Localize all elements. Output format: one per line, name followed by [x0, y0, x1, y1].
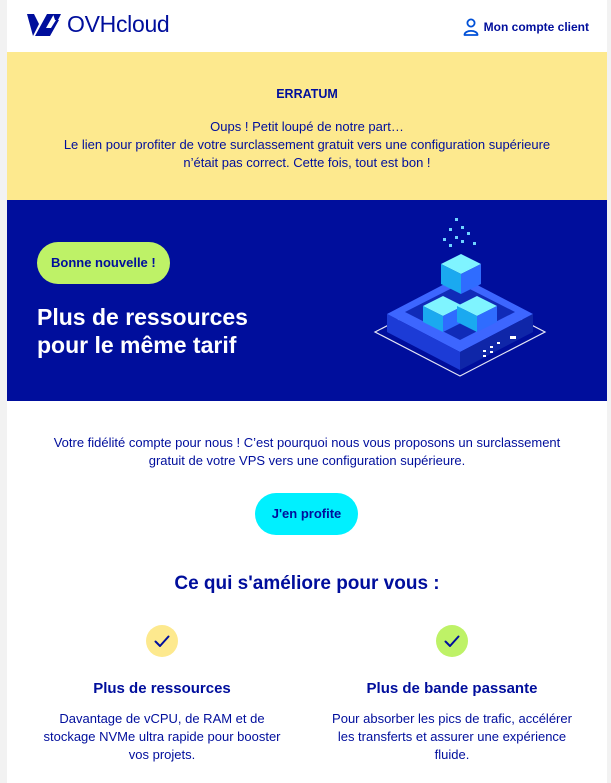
- feature-desc-line: les transferts et assurer une expérience: [337, 729, 567, 744]
- intro-line: Votre fidélité compte pour nous ! C’est pourquoi nous vous proposons un surclassement: [53, 435, 561, 450]
- feature-title: Plus de ressources: [93, 680, 231, 697]
- erratum-line: n’était pas correct. Cette fois, tout est bon !: [183, 155, 431, 170]
- brand-name: OVHcloud: [67, 11, 170, 37]
- feature-desc-line: Pour absorber les pics de trafic, accélérer: [332, 711, 572, 726]
- account-label: Mon compte client: [483, 20, 589, 34]
- hero-title-line: pour le même tarif: [37, 332, 237, 358]
- feature-desc-line: stockage NVMe ultra rapide pour booster: [43, 729, 281, 744]
- check-icon: [146, 625, 178, 657]
- check-icon: [436, 625, 468, 657]
- hero-title: [37, 303, 337, 359]
- logo[interactable]: [25, 11, 169, 38]
- jen-profite-button[interactable]: J'en profite: [255, 493, 358, 535]
- feature-desc-line: vos projets.: [128, 747, 196, 762]
- intro-line: gratuit de votre VPS vers une configuration supérieure.: [148, 453, 466, 468]
- feature-title: Plus de bande passante: [366, 680, 538, 697]
- erratum-line: Oups ! Petit loupé de notre part…: [210, 119, 404, 134]
- feature-description: [317, 710, 587, 764]
- header: [7, 0, 607, 52]
- feature-desc-line: Davantage de vCPU, de RAM et de: [59, 711, 265, 726]
- erratum-banner: [7, 52, 607, 200]
- hero-title-line: Plus de ressources: [37, 304, 248, 330]
- erratum-line: Le lien pour profiter de votre surclassement gratuit vers une configuration supérieure: [63, 137, 551, 152]
- feature-desc-line: fluide.: [434, 747, 470, 762]
- account-link[interactable]: [463, 18, 589, 36]
- feature-description: [27, 710, 297, 764]
- email-page: [7, 0, 607, 783]
- ovhcloud-logo-icon: [25, 12, 63, 38]
- good-news-badge: Bonne nouvelle !: [37, 242, 170, 284]
- erratum-text: [37, 118, 577, 172]
- user-icon: [463, 18, 479, 36]
- server-cubes-illustration: [365, 214, 555, 389]
- feature-resources: [27, 625, 297, 764]
- improvements-title: Ce qui s'améliore pour vous :: [174, 573, 440, 594]
- intro-text: [27, 434, 587, 470]
- erratum-title: ERRATUM: [276, 87, 338, 101]
- hero-banner: [7, 200, 607, 401]
- feature-bandwidth: [317, 625, 587, 764]
